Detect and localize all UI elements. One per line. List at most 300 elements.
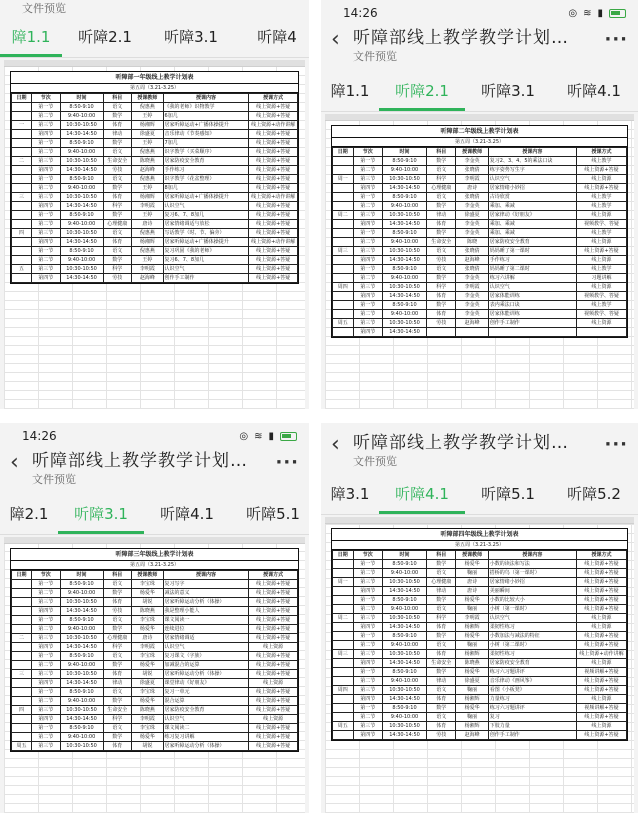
table-row bbox=[333, 175, 627, 184]
table-cell: 第二节 bbox=[32, 661, 61, 670]
table-cell: 数学 bbox=[103, 697, 132, 706]
table-cell: 鞠丽 bbox=[456, 605, 488, 614]
table-cell: 第三节 bbox=[353, 175, 382, 184]
table-cell: 陈晓燕 bbox=[132, 157, 163, 166]
table-cell: 体育 bbox=[427, 220, 456, 229]
table-row bbox=[333, 220, 627, 229]
table-cell: 视频教学、答疑 bbox=[576, 220, 626, 229]
table-cell: 徐盛夏 bbox=[456, 211, 488, 220]
table-cell: 线上资源+答疑 bbox=[249, 184, 298, 193]
table-row bbox=[12, 184, 298, 193]
spreadsheet-view[interactable] bbox=[4, 537, 305, 813]
table-cell: 线上资源+答疑 bbox=[249, 724, 298, 733]
sheet-tabs bbox=[321, 72, 638, 112]
table-cell: 8:50-9:10 bbox=[382, 668, 426, 677]
table-cell: 心理健康 bbox=[103, 634, 132, 643]
table-cell bbox=[12, 643, 32, 652]
table-cell: 一 bbox=[12, 121, 32, 130]
table-cell: 线上资源+答疑 bbox=[576, 578, 626, 587]
table-cell: 第一节 bbox=[32, 652, 61, 661]
table-cell: 认识空气 bbox=[163, 202, 249, 211]
table-row bbox=[12, 679, 298, 688]
table-row bbox=[333, 247, 627, 256]
table-cell: 9:40-10:00 bbox=[382, 238, 426, 247]
schedule-title: 听障部一年级线上教学计划表 bbox=[11, 72, 298, 84]
table-cell: 线上教学 bbox=[576, 157, 626, 166]
table-cell bbox=[12, 661, 32, 670]
column-header: 日期 bbox=[12, 571, 32, 580]
table-cell bbox=[333, 166, 354, 175]
table-cell: 劳技 bbox=[103, 607, 132, 616]
table-row bbox=[12, 130, 298, 139]
table-cell: 倪惠燕 bbox=[132, 229, 163, 238]
table-cell: 李宝珠 bbox=[132, 652, 163, 661]
table-cell: 劳技 bbox=[103, 166, 132, 175]
table-cell bbox=[12, 220, 32, 229]
table-cell: 语文 bbox=[427, 193, 456, 202]
table-cell: 小树（第二课时） bbox=[488, 641, 576, 650]
table-cell: 数学 bbox=[103, 589, 132, 598]
table-cell: 律动 bbox=[427, 677, 456, 686]
table-cell: 第三节 bbox=[353, 319, 382, 328]
column-header: 授课内容 bbox=[163, 94, 249, 103]
table-cell: 9:40-10:00 bbox=[60, 697, 103, 706]
table-cell: 线上资源+答疑 bbox=[249, 247, 298, 256]
column-header-strip bbox=[325, 517, 634, 524]
table-cell: 科学 bbox=[427, 614, 456, 623]
table-cell: 第四节 bbox=[32, 202, 61, 211]
column-header: 授课教师 bbox=[456, 551, 488, 560]
table-row bbox=[333, 184, 627, 193]
table-cell bbox=[12, 688, 32, 697]
table-cell: 劳技 bbox=[103, 274, 132, 283]
table-cell: 8:50-9:10 bbox=[382, 157, 426, 166]
table-row bbox=[12, 211, 298, 220]
table-row bbox=[333, 274, 627, 283]
table-cell: 线上资源+动作讲解 bbox=[576, 650, 626, 659]
table-cell: 第四节 bbox=[32, 130, 61, 139]
table-row bbox=[333, 677, 627, 686]
table-cell: 科学 bbox=[103, 265, 132, 274]
table-cell: 居家听障运动分析（体操） bbox=[163, 742, 249, 751]
table-cell: 线上资源+答疑 bbox=[576, 247, 626, 256]
table-cell bbox=[333, 713, 354, 722]
preview-panel-grade2 bbox=[321, 0, 638, 409]
table-cell: 徐盛夏 bbox=[132, 130, 163, 139]
table-cell: 五 bbox=[12, 265, 32, 274]
table-row bbox=[333, 731, 627, 740]
table-cell: 王婷 bbox=[132, 112, 163, 121]
table-cell: 14:30-14:50 bbox=[60, 202, 103, 211]
table-cell: 居家体能训练 bbox=[488, 292, 576, 301]
table-cell: 生命安全 bbox=[103, 157, 132, 166]
table-cell: 线上资源+答疑 bbox=[249, 688, 298, 697]
table-cell: 第一节 bbox=[32, 688, 61, 697]
table-cell: 第三节 bbox=[32, 121, 61, 130]
table-cell: 居家防疫安全教育 bbox=[488, 238, 576, 247]
table-cell: 杨爱华 bbox=[456, 668, 488, 677]
table-cell bbox=[333, 569, 354, 578]
table-cell: 周一 bbox=[333, 175, 354, 184]
back-arrow-icon[interactable]: ‹ bbox=[10, 450, 19, 475]
table-cell: 复习6、7、8加几 bbox=[163, 256, 249, 265]
table-cell: 李明霞 bbox=[456, 175, 488, 184]
table-cell: 李明霞 bbox=[132, 715, 163, 724]
table-cell bbox=[12, 247, 32, 256]
table-cell: 音乐律动《节奏感知》 bbox=[163, 130, 249, 139]
tab-sheet[interactable]: 障1.1 bbox=[0, 18, 62, 57]
table-row bbox=[333, 292, 627, 301]
table-cell: 线上资源+答疑 bbox=[249, 166, 298, 175]
table-cell: 居家情绪小妙招 bbox=[488, 184, 576, 193]
table-cell: 体育 bbox=[103, 670, 132, 679]
tab-sheet[interactable]: 障3.1 bbox=[330, 485, 370, 503]
table-cell: 李金英 bbox=[456, 301, 488, 310]
table-cell: 妈妈睡了第二课时 bbox=[488, 265, 576, 274]
table-row bbox=[333, 319, 627, 328]
column-header: 时间 bbox=[60, 94, 103, 103]
file-preview-label: 文件预览 bbox=[353, 50, 397, 63]
table-cell bbox=[333, 193, 354, 202]
column-header: 授课方式 bbox=[576, 148, 626, 157]
table-cell: 四 bbox=[12, 229, 32, 238]
table-cell: 鞠丽 bbox=[456, 641, 488, 650]
table-cell: 线上资源+答疑 bbox=[249, 157, 298, 166]
table-cell: 线上资源+答疑 bbox=[576, 184, 626, 193]
table-cell bbox=[333, 310, 354, 319]
table-cell: 9:40-10:00 bbox=[60, 112, 103, 121]
table-cell: 徐盛夏 bbox=[132, 679, 163, 688]
table-cell: 10:30-10:50 bbox=[60, 157, 103, 166]
tab-sheet[interactable]: 听障4.1 bbox=[160, 505, 214, 523]
table-cell bbox=[333, 623, 354, 632]
table-cell: 第一节 bbox=[32, 211, 61, 220]
table-row bbox=[12, 643, 298, 652]
table-cell: 科学 bbox=[103, 715, 132, 724]
table-cell: 9:40-10:00 bbox=[382, 310, 426, 319]
table-cell: 8:50-9:10 bbox=[60, 247, 103, 256]
table-cell: 8:50-9:10 bbox=[382, 229, 426, 238]
table-cell bbox=[333, 202, 354, 211]
table-cell: 线上资源 bbox=[576, 319, 626, 328]
table-cell: 课堂律动《好朋友》 bbox=[163, 679, 249, 688]
column-header: 日期 bbox=[12, 94, 32, 103]
table-cell: 倪惠燕 bbox=[132, 175, 163, 184]
more-icon[interactable]: ··· bbox=[604, 434, 628, 455]
table-cell: 语文 bbox=[427, 166, 456, 175]
table-cell: 二 bbox=[12, 634, 32, 643]
table-cell: 9:40-10:00 bbox=[60, 256, 103, 265]
table-cell: 赵海峰 bbox=[456, 256, 488, 265]
table-cell: 李金英 bbox=[456, 274, 488, 283]
table-cell: 周二 bbox=[333, 614, 354, 623]
more-icon[interactable]: ··· bbox=[604, 29, 628, 50]
tab-sheet[interactable]: 障2.1 bbox=[9, 505, 49, 523]
table-cell: 8:50-9:10 bbox=[382, 596, 426, 605]
back-arrow-icon[interactable]: ‹ bbox=[331, 432, 340, 457]
table-row bbox=[12, 157, 298, 166]
table-cell: 第四节 bbox=[32, 166, 61, 175]
table-cell: 周五 bbox=[12, 742, 32, 751]
tab-sheet[interactable]: 听障4.1 bbox=[379, 475, 465, 514]
status-icons bbox=[239, 431, 297, 442]
spreadsheet-view[interactable] bbox=[325, 114, 634, 409]
table-row bbox=[333, 166, 627, 175]
column-header: 科目 bbox=[427, 551, 456, 560]
table-cell: 第四节 bbox=[32, 607, 61, 616]
table-cell: 居家防疫安全教育 bbox=[163, 157, 249, 166]
table-cell: 律动 bbox=[103, 679, 132, 688]
table-cell bbox=[12, 238, 32, 247]
table-cell: 杨爱华 bbox=[456, 596, 488, 605]
table-cell bbox=[333, 184, 354, 193]
table-cell: 科学 bbox=[103, 202, 132, 211]
table-cell: 语文 bbox=[103, 229, 132, 238]
table-cell: 三 bbox=[12, 670, 32, 679]
table-row bbox=[333, 238, 627, 247]
table-cell: 8:50-9:10 bbox=[60, 580, 103, 589]
table-cell: 线上资源+答疑 bbox=[249, 175, 298, 184]
table-cell: 第二节 bbox=[32, 112, 61, 121]
table-cell: 柔韧性练习 bbox=[488, 623, 576, 632]
tab-sheet[interactable]: 听障2.1 bbox=[78, 28, 132, 46]
table-cell: 8:50-9:10 bbox=[60, 616, 103, 625]
tab-sheet[interactable]: 听障3.1 bbox=[58, 495, 144, 534]
table-cell: 科学 bbox=[427, 175, 456, 184]
wifi-icon: ≋ bbox=[583, 7, 593, 19]
table-row bbox=[333, 193, 627, 202]
tab-sheet[interactable]: 听障5.1 bbox=[481, 485, 535, 503]
table-row bbox=[333, 569, 627, 578]
table-cell: 体育 bbox=[427, 650, 456, 659]
table-cell: 第二节 bbox=[353, 677, 382, 686]
table-cell: 唐诗 bbox=[132, 634, 163, 643]
table-cell: 线上资源+答疑 bbox=[249, 634, 298, 643]
table-cell: 第一节 bbox=[353, 265, 382, 274]
table-cell bbox=[12, 715, 32, 724]
table-cell: 第二节 bbox=[32, 256, 61, 265]
table-cell: 练习六习题讲评 bbox=[488, 704, 576, 713]
table-cell: 小数的比较大小 bbox=[488, 596, 576, 605]
table-cell: 第二节 bbox=[353, 166, 382, 175]
tab-sheet[interactable]: 听障3.1 bbox=[164, 28, 218, 46]
table-cell: 妈妈睡了第一课时 bbox=[488, 247, 576, 256]
table-cell: 线上资源+答疑 bbox=[249, 112, 298, 121]
table-cell: 第四节 bbox=[353, 292, 382, 301]
table-cell: 语文 bbox=[103, 175, 132, 184]
table-cell: 10:30-10:50 bbox=[60, 742, 103, 751]
table-cell: 8:50-9:10 bbox=[382, 301, 426, 310]
schedule-document bbox=[331, 125, 628, 338]
table-cell: 8:50-9:10 bbox=[60, 652, 103, 661]
table-cell: 第一节 bbox=[353, 596, 382, 605]
table-cell bbox=[333, 265, 354, 274]
table-cell: 第二节 bbox=[32, 184, 61, 193]
table-row bbox=[333, 578, 627, 587]
column-header: 时间 bbox=[382, 551, 426, 560]
column-header: 授课教师 bbox=[132, 94, 163, 103]
table-cell: 第四节 bbox=[353, 731, 382, 740]
table-cell: 第二节 bbox=[32, 625, 61, 634]
table-cell: 线上资源 bbox=[249, 643, 298, 652]
column-header: 授课内容 bbox=[163, 571, 249, 580]
table-cell: 线上资源+答疑 bbox=[249, 598, 298, 607]
table-cell: 线上资源+答疑 bbox=[576, 596, 626, 605]
table-row bbox=[12, 220, 298, 229]
table-cell: 胡锐 bbox=[132, 742, 163, 751]
table-cell: 线上资源+答疑 bbox=[249, 202, 298, 211]
table-row bbox=[12, 607, 298, 616]
table-cell: 线上资源 bbox=[576, 211, 626, 220]
tab-sheet[interactable]: 听障4 bbox=[257, 28, 297, 46]
table-cell bbox=[12, 184, 32, 193]
table-cell: 9:40-10:00 bbox=[60, 733, 103, 742]
table-row bbox=[12, 121, 298, 130]
table-cell: 数学 bbox=[103, 661, 132, 670]
table-cell: 搭桥的鸟（第一课时） bbox=[488, 569, 576, 578]
table-cell: 练习六习题讲评 bbox=[488, 668, 576, 677]
table-cell: 李明霞 bbox=[456, 614, 488, 623]
table-cell bbox=[12, 211, 32, 220]
table-cell bbox=[12, 697, 32, 706]
table-cell: 第三节 bbox=[32, 157, 61, 166]
table-cell: 第三节 bbox=[32, 706, 61, 715]
table-cell: 复习 bbox=[488, 713, 576, 722]
table-cell: 14:30-14:50 bbox=[382, 587, 426, 596]
table-cell: 视频讲解+答疑 bbox=[576, 704, 626, 713]
more-icon[interactable]: ··· bbox=[275, 452, 299, 473]
table-cell: 二 bbox=[12, 157, 32, 166]
table-cell bbox=[12, 175, 32, 184]
table-cell bbox=[333, 632, 354, 641]
table-cell bbox=[488, 328, 576, 337]
table-cell: 李宝珠 bbox=[132, 580, 163, 589]
table-cell: 认识空气 bbox=[488, 614, 576, 623]
table-cell: 杨湘辉 bbox=[132, 238, 163, 247]
table-cell: 语文 bbox=[103, 724, 132, 733]
spreadsheet-view[interactable] bbox=[4, 60, 305, 409]
table-cell bbox=[12, 598, 32, 607]
table-row bbox=[333, 301, 627, 310]
tab-sheet[interactable]: 听障2.1 bbox=[379, 72, 465, 111]
table-row bbox=[333, 587, 627, 596]
table-cell: 10:30-10:50 bbox=[382, 175, 426, 184]
table-cell: 李金英 bbox=[456, 229, 488, 238]
table-cell: 10:30-10:50 bbox=[60, 634, 103, 643]
table-cell: 9:40-10:00 bbox=[382, 166, 426, 175]
table-cell: 第一节 bbox=[353, 157, 382, 166]
battery-icon bbox=[280, 432, 297, 441]
table-cell: 第三节 bbox=[32, 742, 61, 751]
table-cell: 8:50-9:10 bbox=[60, 211, 103, 220]
table-cell: 14:30-14:50 bbox=[60, 715, 103, 724]
table-cell: 9:40-10:00 bbox=[382, 569, 426, 578]
table-cell: 下肢力量 bbox=[488, 722, 576, 731]
table-cell: 9:40-10:00 bbox=[60, 220, 103, 229]
table-cell bbox=[12, 130, 32, 139]
table-cell: 赵海峰 bbox=[456, 731, 488, 740]
table-cell: 第二节 bbox=[32, 220, 61, 229]
table-cell bbox=[333, 605, 354, 614]
table-cell: 线上资源+答疑 bbox=[249, 625, 298, 634]
table-cell: 体育 bbox=[103, 121, 132, 130]
table-cell: 8:50-9:10 bbox=[382, 632, 426, 641]
table-cell: 线上资源+答疑 bbox=[249, 580, 298, 589]
table-row bbox=[333, 713, 627, 722]
table-cell: 陈晓燕 bbox=[132, 706, 163, 715]
table-cell bbox=[333, 328, 354, 337]
table-cell: 语文 bbox=[427, 713, 456, 722]
week-label: 第五周（3.21-3.25） bbox=[11, 84, 298, 93]
table-cell: 语文 bbox=[103, 247, 132, 256]
table-cell: 第一节 bbox=[32, 139, 61, 148]
table-cell: 第三节 bbox=[353, 283, 382, 292]
table-cell bbox=[333, 560, 354, 569]
table-cell: 律动 bbox=[103, 130, 132, 139]
back-arrow-icon[interactable]: ‹ bbox=[331, 27, 340, 52]
table-cell: 数学 bbox=[427, 704, 456, 713]
table-cell: 倪惠燕 bbox=[132, 247, 163, 256]
table-cell: 居家听障运动+广播体操提升 bbox=[163, 193, 249, 202]
table-cell: 居家情绪调适 bbox=[163, 634, 249, 643]
file-preview-label: 文件预览 bbox=[353, 455, 397, 468]
table-cell: 心理健康 bbox=[103, 220, 132, 229]
table-cell bbox=[333, 238, 354, 247]
spreadsheet-view[interactable] bbox=[325, 517, 634, 813]
table-row bbox=[12, 706, 298, 715]
column-header: 授课方式 bbox=[249, 94, 298, 103]
table-cell: 习题讲解 bbox=[576, 274, 626, 283]
schedule-table bbox=[332, 147, 627, 337]
table-row bbox=[12, 265, 298, 274]
table-cell: 9:40-10:00 bbox=[382, 641, 426, 650]
table-cell: 第二节 bbox=[32, 589, 61, 598]
table-cell: 混合运算 bbox=[163, 697, 249, 706]
table-cell: 线上资源+答疑 bbox=[249, 706, 298, 715]
table-cell: 线上资源 bbox=[576, 238, 626, 247]
table-cell: 第一节 bbox=[353, 632, 382, 641]
table-cell: 唐诗 bbox=[132, 220, 163, 229]
table-cell: 9:40-10:00 bbox=[382, 274, 426, 283]
tab-sheet[interactable]: 听障5.1 bbox=[246, 505, 300, 523]
table-cell: 线上资源+答疑 bbox=[576, 569, 626, 578]
table-cell bbox=[333, 229, 354, 238]
table-cell bbox=[12, 616, 32, 625]
table-cell: 李金英 bbox=[456, 202, 488, 211]
tab-sheet[interactable]: 听障3.1 bbox=[481, 82, 535, 100]
table-header-row bbox=[12, 571, 298, 580]
table-cell: 线上资源+答疑 bbox=[249, 742, 298, 751]
table-cell: 14:30-14:50 bbox=[60, 643, 103, 652]
table-cell: 小数加法与减法的特征 bbox=[488, 632, 576, 641]
table-cell: 线上资源+答疑 bbox=[576, 713, 626, 722]
table-cell: 10:30-10:50 bbox=[60, 265, 103, 274]
tab-sheet[interactable]: 障1.1 bbox=[330, 82, 370, 100]
table-cell bbox=[333, 641, 354, 650]
table-cell: 鞠丽 bbox=[456, 713, 488, 722]
title-bar bbox=[0, 449, 309, 495]
table-cell: 线上资源+答疑 bbox=[249, 130, 298, 139]
table-cell: 第一节 bbox=[353, 668, 382, 677]
table-row bbox=[12, 589, 298, 598]
tab-sheet[interactable]: 听障4.1 bbox=[567, 82, 621, 100]
table-cell: 课文阅读一 bbox=[163, 616, 249, 625]
table-row bbox=[12, 112, 298, 121]
table-cell: 柔韧性练习 bbox=[488, 650, 576, 659]
tab-sheet[interactable]: 听障5.2 bbox=[567, 485, 621, 503]
table-cell: 体育 bbox=[103, 193, 132, 202]
table-cell: 线上资源+答疑 bbox=[249, 652, 298, 661]
